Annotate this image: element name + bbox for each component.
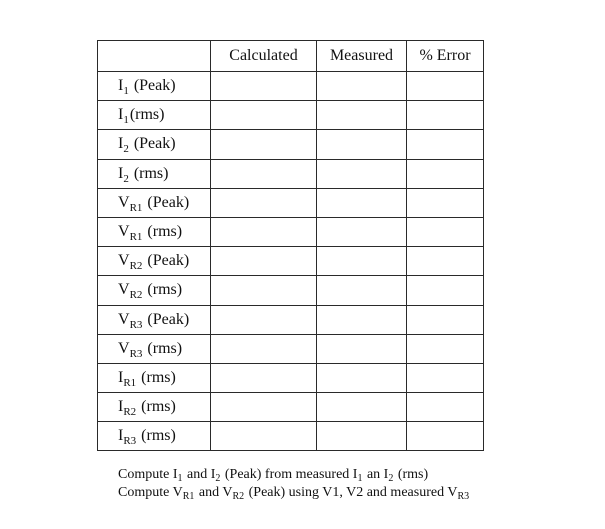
measured-cell[interactable]	[317, 101, 407, 130]
quantity-symbol: I	[118, 106, 124, 124]
row-label	[98, 101, 211, 130]
note-text: (Peak) from measured I	[221, 467, 358, 482]
table-row	[98, 247, 484, 276]
row-label	[98, 72, 211, 101]
table-row	[98, 101, 484, 130]
measured-cell[interactable]	[317, 159, 407, 188]
row-label	[98, 217, 211, 246]
percent-error-cell[interactable]	[407, 217, 484, 246]
note-subscript: 2	[388, 473, 394, 484]
calculated-cell[interactable]	[211, 217, 317, 246]
quantity-symbol: V	[118, 252, 130, 270]
quantity-subscript: 2	[123, 172, 129, 185]
quantity-subscript: R3	[129, 318, 143, 331]
quantity-suffix: (rms)	[137, 398, 176, 416]
table-row	[98, 363, 484, 392]
quantity-symbol: I	[118, 77, 124, 95]
quantity-symbol: I	[118, 164, 124, 182]
percent-error-cell[interactable]	[407, 393, 484, 422]
row-label	[98, 305, 211, 334]
quantity-symbol: V	[118, 339, 130, 357]
quantity-subscript: R2	[123, 406, 137, 419]
table-body	[98, 72, 484, 451]
quantity-suffix: (rms)	[137, 427, 176, 445]
quantity-suffix: (rms)	[129, 164, 169, 182]
measured-cell[interactable]	[317, 334, 407, 363]
quantity-suffix: (Peak)	[143, 310, 190, 328]
calculated-cell[interactable]	[211, 393, 317, 422]
note-text: Compute V	[118, 485, 183, 500]
note-text: Compute I	[118, 467, 178, 482]
table-row	[98, 334, 484, 363]
calculated-cell[interactable]	[211, 247, 317, 276]
percent-error-cell[interactable]	[407, 276, 484, 305]
table-row	[98, 130, 484, 159]
row-label	[98, 393, 211, 422]
quantity-suffix: (Peak)	[143, 193, 190, 211]
percent-error-cell[interactable]	[407, 334, 484, 363]
header-percent-error: % Error	[407, 41, 484, 72]
quantity-suffix: (rms)	[143, 223, 183, 241]
calculated-cell[interactable]	[211, 188, 317, 217]
quantity-symbol: I	[118, 368, 124, 386]
header-blank	[98, 41, 211, 72]
percent-error-cell[interactable]	[407, 159, 484, 188]
note-subscript: R3	[457, 491, 470, 502]
percent-error-cell[interactable]	[407, 363, 484, 392]
row-label	[98, 363, 211, 392]
note-text: an I	[363, 467, 389, 482]
quantity-symbol: V	[118, 310, 130, 328]
note-subscript: 1	[357, 473, 363, 484]
quantity-symbol: I	[118, 427, 124, 445]
percent-error-cell[interactable]	[407, 247, 484, 276]
note-text: (rms)	[394, 467, 429, 482]
measured-cell[interactable]	[317, 72, 407, 101]
measured-cell[interactable]	[317, 217, 407, 246]
measured-cell[interactable]	[317, 422, 407, 451]
calculated-cell[interactable]	[211, 130, 317, 159]
note-subscript: R2	[232, 491, 245, 502]
percent-error-cell[interactable]	[407, 72, 484, 101]
row-label	[98, 276, 211, 305]
table-row	[98, 72, 484, 101]
instruction-line-2	[118, 484, 470, 502]
note-text: and I	[183, 467, 216, 482]
table-row	[98, 305, 484, 334]
quantity-symbol: I	[118, 135, 124, 153]
percent-error-cell[interactable]	[407, 305, 484, 334]
quantity-suffix: (rms)	[129, 106, 165, 124]
measured-cell[interactable]	[317, 393, 407, 422]
quantity-subscript: 2	[123, 143, 129, 156]
quantity-suffix: (rms)	[143, 339, 183, 357]
quantity-suffix: (Peak)	[129, 135, 176, 153]
quantity-suffix: (Peak)	[143, 252, 190, 270]
note-subscript: R1	[182, 491, 195, 502]
note-text: (Peak) using V1, V2 and measured V	[245, 485, 458, 500]
quantity-subscript: 1	[123, 114, 129, 127]
quantity-subscript: R1	[129, 231, 143, 244]
calculated-cell[interactable]	[211, 276, 317, 305]
instructions	[118, 466, 470, 502]
quantity-subscript: R1	[123, 376, 137, 389]
table-row	[98, 276, 484, 305]
quantity-subscript: R1	[129, 201, 143, 214]
quantity-suffix: (Peak)	[129, 77, 176, 95]
percent-error-cell[interactable]	[407, 130, 484, 159]
measured-cell[interactable]	[317, 305, 407, 334]
quantity-subscript: R2	[129, 260, 143, 273]
calculated-cell[interactable]	[211, 305, 317, 334]
note-subscript: 1	[177, 473, 183, 484]
measured-cell[interactable]	[317, 247, 407, 276]
quantity-subscript: R3	[123, 435, 137, 448]
instruction-line-1	[118, 466, 470, 484]
header-calculated: Calculated	[211, 41, 317, 72]
row-label	[98, 188, 211, 217]
quantity-subscript: R2	[129, 289, 143, 302]
table-row	[98, 188, 484, 217]
percent-error-cell[interactable]	[407, 101, 484, 130]
calculated-cell[interactable]	[211, 363, 317, 392]
calculated-cell[interactable]	[211, 159, 317, 188]
quantity-symbol: V	[118, 223, 130, 241]
quantity-suffix: (rms)	[137, 368, 176, 386]
calculated-cell[interactable]	[211, 422, 317, 451]
quantity-symbol: V	[118, 193, 130, 211]
header-row	[98, 41, 484, 72]
measured-cell[interactable]	[317, 130, 407, 159]
row-label	[98, 247, 211, 276]
calculated-cell[interactable]	[211, 72, 317, 101]
note-text: and V	[195, 485, 233, 500]
table-row	[98, 217, 484, 246]
table-row	[98, 422, 484, 451]
row-label	[98, 334, 211, 363]
quantity-symbol: V	[118, 281, 130, 299]
measured-cell[interactable]	[317, 276, 407, 305]
header-measured: Measured	[317, 41, 407, 72]
percent-error-cell[interactable]	[407, 422, 484, 451]
calculated-cell[interactable]	[211, 101, 317, 130]
quantity-subscript: R3	[129, 347, 143, 360]
row-label	[98, 130, 211, 159]
calculated-cell[interactable]	[211, 334, 317, 363]
row-label	[98, 159, 211, 188]
quantity-symbol: I	[118, 398, 124, 416]
note-subscript: 2	[215, 473, 221, 484]
quantity-subscript: 1	[123, 85, 129, 98]
row-label	[98, 422, 211, 451]
measurement-table	[97, 40, 484, 451]
measured-cell[interactable]	[317, 188, 407, 217]
percent-error-cell[interactable]	[407, 188, 484, 217]
table-row	[98, 159, 484, 188]
table-row	[98, 393, 484, 422]
quantity-suffix: (rms)	[143, 281, 183, 299]
measured-cell[interactable]	[317, 363, 407, 392]
